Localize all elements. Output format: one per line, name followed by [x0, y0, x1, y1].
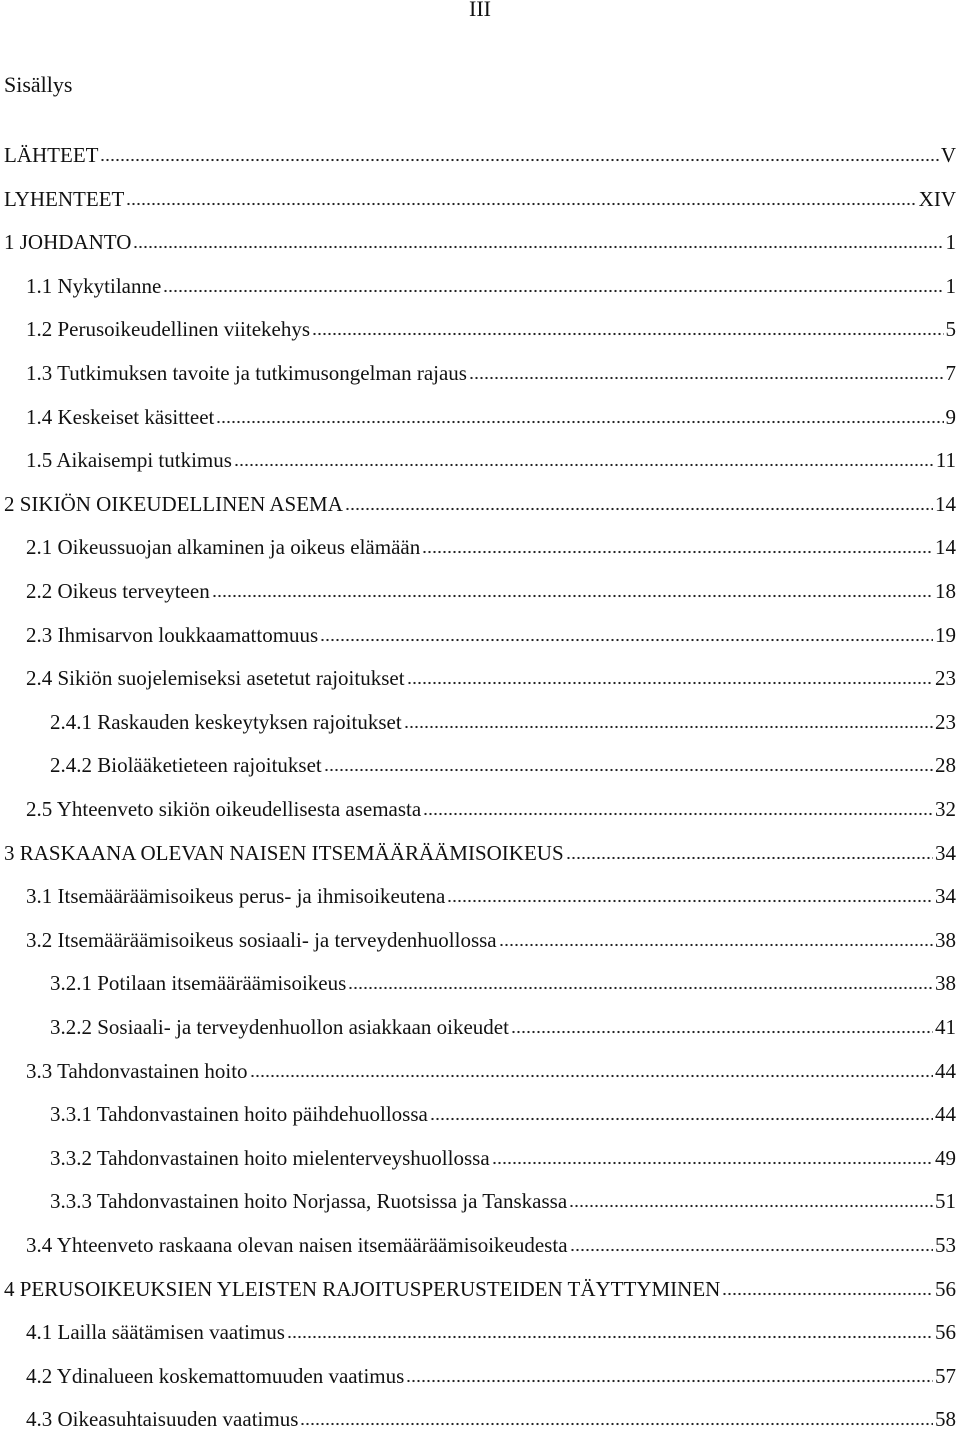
toc-entry-label: 2.4 Sikiön suojelemiseksi asetetut rajoitukset — [26, 666, 405, 691]
toc-entry[interactable] — [0, 1186, 956, 1216]
toc-entry-label: 1.4 Keskeiset käsitteet — [26, 404, 215, 429]
page-number: III — [469, 0, 491, 21]
toc-entry-page-number: 1 — [945, 230, 956, 255]
toc-entry-page-number: 44 — [935, 1058, 956, 1083]
toc-entry-page-number: 14 — [935, 535, 956, 560]
dot-leader — [216, 420, 943, 424]
toc-entry-page-number: V — [940, 143, 956, 167]
dot-leader — [234, 463, 934, 467]
dot-leader — [511, 1030, 933, 1034]
toc-entry[interactable] — [0, 358, 956, 388]
dot-leader — [499, 943, 933, 947]
toc-entry[interactable] — [0, 402, 956, 432]
toc-entry-label: LYHENTEET — [4, 186, 125, 211]
toc-entry-label: 3.3.1 Tahdonvastainen hoito päihdehuollossa — [50, 1102, 428, 1127]
toc-entry[interactable] — [0, 968, 956, 998]
toc-entry[interactable] — [0, 794, 956, 824]
toc-entry[interactable] — [0, 1012, 956, 1042]
toc-entry[interactable] — [0, 1317, 956, 1347]
toc-entry-label: 1.5 Aikaisempi tutkimus — [26, 448, 232, 473]
toc-entry-page-number: 41 — [935, 1015, 956, 1039]
toc-entry-label: 4.2 Ydinalueen koskemattomuuden vaatimus — [26, 1363, 405, 1388]
toc-entry-page-number: 34 — [935, 840, 956, 865]
dot-leader — [566, 856, 933, 860]
toc-entry-label: 3.3 Tahdonvastainen hoito — [26, 1058, 248, 1083]
toc-entry-page-number: 34 — [935, 884, 956, 909]
toc-entry-label: 3 RASKAANA OLEVAN NAISEN ITSEMÄÄRÄÄMISOIKEUS — [4, 840, 564, 865]
toc-entry-label: 3.1 Itsemääräämisoikeus perus- ja ihmisoikeutena — [26, 884, 446, 909]
toc-entry[interactable] — [0, 489, 956, 519]
toc-entry-page-number: 7 — [945, 361, 956, 385]
dot-leader — [250, 1074, 933, 1078]
dot-leader — [422, 550, 933, 554]
toc-entry-page-number: 53 — [935, 1233, 956, 1257]
dot-leader — [212, 594, 933, 598]
toc-entry-label: 2.1 Oikeussuojan alkaminen ja oikeus elämään — [26, 535, 421, 560]
toc-entry-page-number: 1 — [945, 273, 956, 298]
dot-leader — [430, 1117, 933, 1121]
toc-entry-label: 2.2 Oikeus terveyteen — [26, 579, 210, 603]
dot-leader — [126, 202, 916, 206]
toc-entry-label: 3.2.2 Sosiaali- ja terveydenhuollon asiakkaan oikeudet — [50, 1015, 509, 1039]
toc-entry[interactable] — [0, 271, 956, 301]
toc-entry[interactable] — [0, 184, 956, 214]
dot-leader — [492, 1161, 933, 1165]
toc-entry-label: 3.2.1 Potilaan itsemääräämisoikeus — [50, 971, 347, 996]
toc-entry-label: 3.3.3 Tahdonvastainen hoito Norjassa, Ruotsissa ja Tanskassa — [50, 1189, 568, 1214]
toc-entry-page-number: 18 — [935, 579, 956, 603]
toc-entry[interactable] — [0, 1361, 956, 1391]
toc-entry-page-number: 9 — [945, 404, 956, 429]
toc-entry-label: 1.3 Tutkimuksen tavoite ja tutkimusongelman rajaus — [26, 361, 467, 385]
toc-entry[interactable] — [0, 707, 956, 737]
toc-entry-page-number: 38 — [935, 971, 956, 996]
toc-entry-label: LÄHTEET — [4, 143, 99, 167]
toc-entry-label: 4.1 Lailla säätämisen vaatimus — [26, 1320, 285, 1345]
toc-entry[interactable] — [0, 532, 956, 562]
toc-entry[interactable] — [0, 750, 956, 780]
dot-leader — [300, 1422, 933, 1426]
toc-entry-label: 4 PERUSOIKEUKSIEN YLEISTEN RAJOITUSPERUSTEIDEN TÄYTTYMINEN — [4, 1276, 721, 1301]
toc-entry[interactable] — [0, 1143, 956, 1173]
dot-leader — [133, 245, 943, 249]
toc-entry[interactable] — [0, 620, 956, 650]
toc-entry-page-number: 38 — [935, 927, 956, 952]
toc-entry-page-number: 23 — [935, 709, 956, 734]
page-title: Sisällys — [4, 72, 73, 97]
toc-entry-page-number: 5 — [945, 317, 956, 342]
toc-entry[interactable] — [0, 576, 956, 606]
dot-leader — [722, 1292, 933, 1296]
toc-entry[interactable] — [0, 663, 956, 693]
toc-entry[interactable] — [0, 925, 956, 955]
toc-entry[interactable] — [0, 1274, 956, 1304]
toc-entry-page-number: 14 — [935, 491, 956, 516]
dot-leader — [447, 899, 933, 903]
dot-leader — [569, 1204, 933, 1208]
toc-entry-label: 1.2 Perusoikeudellinen viitekehys — [26, 317, 311, 342]
dot-leader — [287, 1335, 933, 1339]
toc-entry-page-number: 44 — [935, 1102, 956, 1127]
toc-entry-label: 1 JOHDANTO — [4, 230, 132, 255]
toc-entry-page-number: 56 — [935, 1276, 956, 1301]
toc-entry-label: 2.5 Yhteenveto sikiön oikeudellisesta asemasta — [26, 797, 422, 821]
toc-entry-page-number: 23 — [935, 666, 956, 691]
dot-leader — [423, 812, 933, 816]
dot-leader — [570, 1248, 933, 1252]
toc-entry-label: 3.4 Yhteenveto raskaana olevan naisen itsemääräämisoikeudesta — [26, 1233, 568, 1257]
toc-entry-page-number: 49 — [935, 1145, 956, 1170]
toc-entry-label: 2.4.2 Biolääketieteen rajoitukset — [50, 753, 322, 778]
dot-leader — [406, 1379, 933, 1383]
dot-leader — [404, 725, 933, 729]
toc-entry-page-number: 28 — [935, 753, 956, 778]
toc-entry[interactable] — [0, 1056, 956, 1086]
toc-entry-page-number: 19 — [935, 622, 956, 647]
dot-leader — [345, 507, 933, 511]
dot-leader — [163, 289, 943, 293]
toc-entry[interactable] — [0, 1230, 956, 1260]
toc-entry[interactable] — [0, 1404, 956, 1434]
toc-entry[interactable] — [0, 445, 956, 475]
toc-entry-page-number: 58 — [935, 1407, 956, 1432]
dot-leader — [100, 158, 938, 162]
toc-entry-label: 2.4.1 Raskauden keskeytyksen rajoitukset — [50, 709, 402, 734]
toc-entry-page-number: XIV — [918, 186, 956, 211]
toc-entry[interactable] — [0, 140, 956, 170]
toc-entry[interactable] — [0, 227, 956, 257]
toc-entry-page-number: 11 — [935, 448, 956, 473]
toc-entry-label: 4.3 Oikeasuhtaisuuden vaatimus — [26, 1407, 299, 1432]
dot-leader — [348, 986, 933, 990]
dot-leader — [324, 768, 933, 772]
toc-entry[interactable] — [0, 1099, 956, 1129]
toc-entry[interactable] — [0, 881, 956, 911]
toc-entry-page-number: 56 — [935, 1320, 956, 1345]
dot-leader — [312, 332, 943, 336]
dot-leader — [320, 638, 933, 642]
dot-leader — [469, 376, 944, 380]
toc-entry-label: 3.2 Itsemääräämisoikeus sosiaali- ja terveydenhuollossa — [26, 927, 497, 952]
dot-leader — [407, 681, 933, 685]
toc-entry[interactable] — [0, 314, 956, 344]
toc-entry-page-number: 57 — [935, 1363, 956, 1388]
toc-entry-label: 2 SIKIÖN OIKEUDELLINEN ASEMA — [4, 491, 343, 516]
toc-entry-label: 3.3.2 Tahdonvastainen hoito mielenterveyshuollossa — [50, 1145, 490, 1170]
toc-entry-page-number: 51 — [935, 1189, 956, 1214]
toc-entry[interactable] — [0, 838, 956, 868]
toc-entry-label: 2.3 Ihmisarvon loukkaamattomuus — [26, 622, 319, 647]
toc-entry-label: 1.1 Nykytilanne — [26, 273, 162, 298]
toc-entry-page-number: 32 — [935, 797, 956, 821]
